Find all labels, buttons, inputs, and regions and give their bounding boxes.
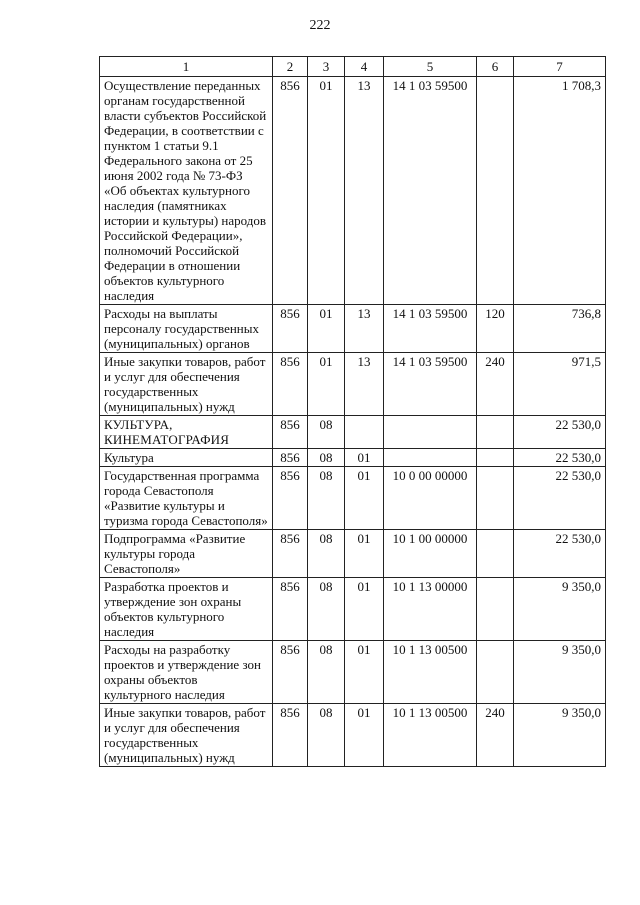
target-article-cell xyxy=(384,416,477,449)
column-header: 3 xyxy=(308,57,345,77)
section-code-cell: 01 xyxy=(308,305,345,353)
section-code-cell: 08 xyxy=(308,641,345,704)
amount-cell: 1 708,3 xyxy=(514,77,606,305)
row-name-cell: Культура xyxy=(100,449,273,467)
amount-cell: 971,5 xyxy=(514,353,606,416)
amount-cell: 9 350,0 xyxy=(514,704,606,767)
table-row xyxy=(100,641,606,704)
amount-cell: 736,8 xyxy=(514,305,606,353)
amount-cell: 9 350,0 xyxy=(514,641,606,704)
subsection-code-cell: 01 xyxy=(345,704,384,767)
table-row xyxy=(100,704,606,767)
table-row xyxy=(100,416,606,449)
row-name-cell: Расходы на выплаты персоналу государственных (муниципальных) органов xyxy=(100,305,273,353)
subsection-code-cell: 01 xyxy=(345,578,384,641)
table-row xyxy=(100,353,606,416)
table-row xyxy=(100,467,606,530)
row-name-cell: Подпрограмма «Развитие культуры города Севастополя» xyxy=(100,530,273,578)
budget-table xyxy=(99,56,606,767)
row-name-cell: Иные закупки товаров, работ и услуг для обеспечения государственных (муниципальных) нужд xyxy=(100,704,273,767)
row-name-cell: Государственная программа города Севастополя «Развитие культуры и туризма города Севастополя» xyxy=(100,467,273,530)
amount-cell: 22 530,0 xyxy=(514,530,606,578)
amount-cell: 9 350,0 xyxy=(514,578,606,641)
subsection-code-cell: 13 xyxy=(345,77,384,305)
column-header: 7 xyxy=(514,57,606,77)
section-code-cell: 01 xyxy=(308,77,345,305)
target-article-cell xyxy=(384,449,477,467)
table-row xyxy=(100,578,606,641)
subsection-code-cell: 01 xyxy=(345,467,384,530)
column-header: 4 xyxy=(345,57,384,77)
table-row xyxy=(100,305,606,353)
expense-type-cell xyxy=(477,578,514,641)
grbs-code-cell: 856 xyxy=(273,467,308,530)
page-number: 222 xyxy=(309,18,331,33)
amount-cell: 22 530,0 xyxy=(514,449,606,467)
expense-type-cell xyxy=(477,416,514,449)
table-row xyxy=(100,77,606,305)
grbs-code-cell: 856 xyxy=(273,416,308,449)
grbs-code-cell: 856 xyxy=(273,641,308,704)
grbs-code-cell: 856 xyxy=(273,704,308,767)
subsection-code-cell xyxy=(345,416,384,449)
column-header: 6 xyxy=(477,57,514,77)
subsection-code-cell: 01 xyxy=(345,530,384,578)
section-code-cell: 08 xyxy=(308,449,345,467)
grbs-code-cell: 856 xyxy=(273,578,308,641)
subsection-code-cell: 13 xyxy=(345,305,384,353)
table-row xyxy=(100,530,606,578)
subsection-code-cell: 01 xyxy=(345,449,384,467)
section-code-cell: 08 xyxy=(308,704,345,767)
section-code-cell: 08 xyxy=(308,578,345,641)
row-name-cell: Иные закупки товаров, работ и услуг для обеспечения государственных (муниципальных) нужд xyxy=(100,353,273,416)
section-code-cell: 08 xyxy=(308,416,345,449)
section-code-cell: 08 xyxy=(308,467,345,530)
row-name-cell: Осуществление переданных органам государственной власти субъектов Российской Федерации, в соответствии с пунктом 1 статьи 9.1 Федерального закона от 25 июня 2002 года № 73-ФЗ «Об объектах культурного наследия (памятниках истории и культуры) народов Российской Федерации», полномочий Российской Федерации в отношении объектов культурного наследия xyxy=(100,77,273,305)
expense-type-cell xyxy=(477,641,514,704)
grbs-code-cell: 856 xyxy=(273,353,308,416)
grbs-code-cell: 856 xyxy=(273,530,308,578)
expense-type-cell xyxy=(477,530,514,578)
target-article-cell: 14 1 03 59500 xyxy=(384,353,477,416)
expense-type-cell: 240 xyxy=(477,704,514,767)
subsection-code-cell: 13 xyxy=(345,353,384,416)
section-code-cell: 08 xyxy=(308,530,345,578)
expense-type-cell xyxy=(477,449,514,467)
expense-type-cell xyxy=(477,77,514,305)
table-row xyxy=(100,449,606,467)
grbs-code-cell: 856 xyxy=(273,449,308,467)
amount-cell: 22 530,0 xyxy=(514,416,606,449)
grbs-code-cell: 856 xyxy=(273,77,308,305)
expense-type-cell xyxy=(477,467,514,530)
row-name-cell: КУЛЬТУРА, КИНЕМАТОГРАФИЯ xyxy=(100,416,273,449)
column-header: 1 xyxy=(100,57,273,77)
expense-type-cell: 240 xyxy=(477,353,514,416)
row-name-cell: Разработка проектов и утверждение зон охраны объектов культурного наследия xyxy=(100,578,273,641)
column-header: 5 xyxy=(384,57,477,77)
target-article-cell: 10 1 00 00000 xyxy=(384,530,477,578)
target-article-cell: 10 1 13 00500 xyxy=(384,641,477,704)
amount-cell: 22 530,0 xyxy=(514,467,606,530)
section-code-cell: 01 xyxy=(308,353,345,416)
grbs-code-cell: 856 xyxy=(273,305,308,353)
target-article-cell: 10 0 00 00000 xyxy=(384,467,477,530)
table-header-row xyxy=(100,57,606,77)
target-article-cell: 14 1 03 59500 xyxy=(384,77,477,305)
target-article-cell: 14 1 03 59500 xyxy=(384,305,477,353)
subsection-code-cell: 01 xyxy=(345,641,384,704)
target-article-cell: 10 1 13 00500 xyxy=(384,704,477,767)
expense-type-cell: 120 xyxy=(477,305,514,353)
target-article-cell: 10 1 13 00000 xyxy=(384,578,477,641)
row-name-cell: Расходы на разработку проектов и утверждение зон охраны объектов культурного наследия xyxy=(100,641,273,704)
column-header: 2 xyxy=(273,57,308,77)
